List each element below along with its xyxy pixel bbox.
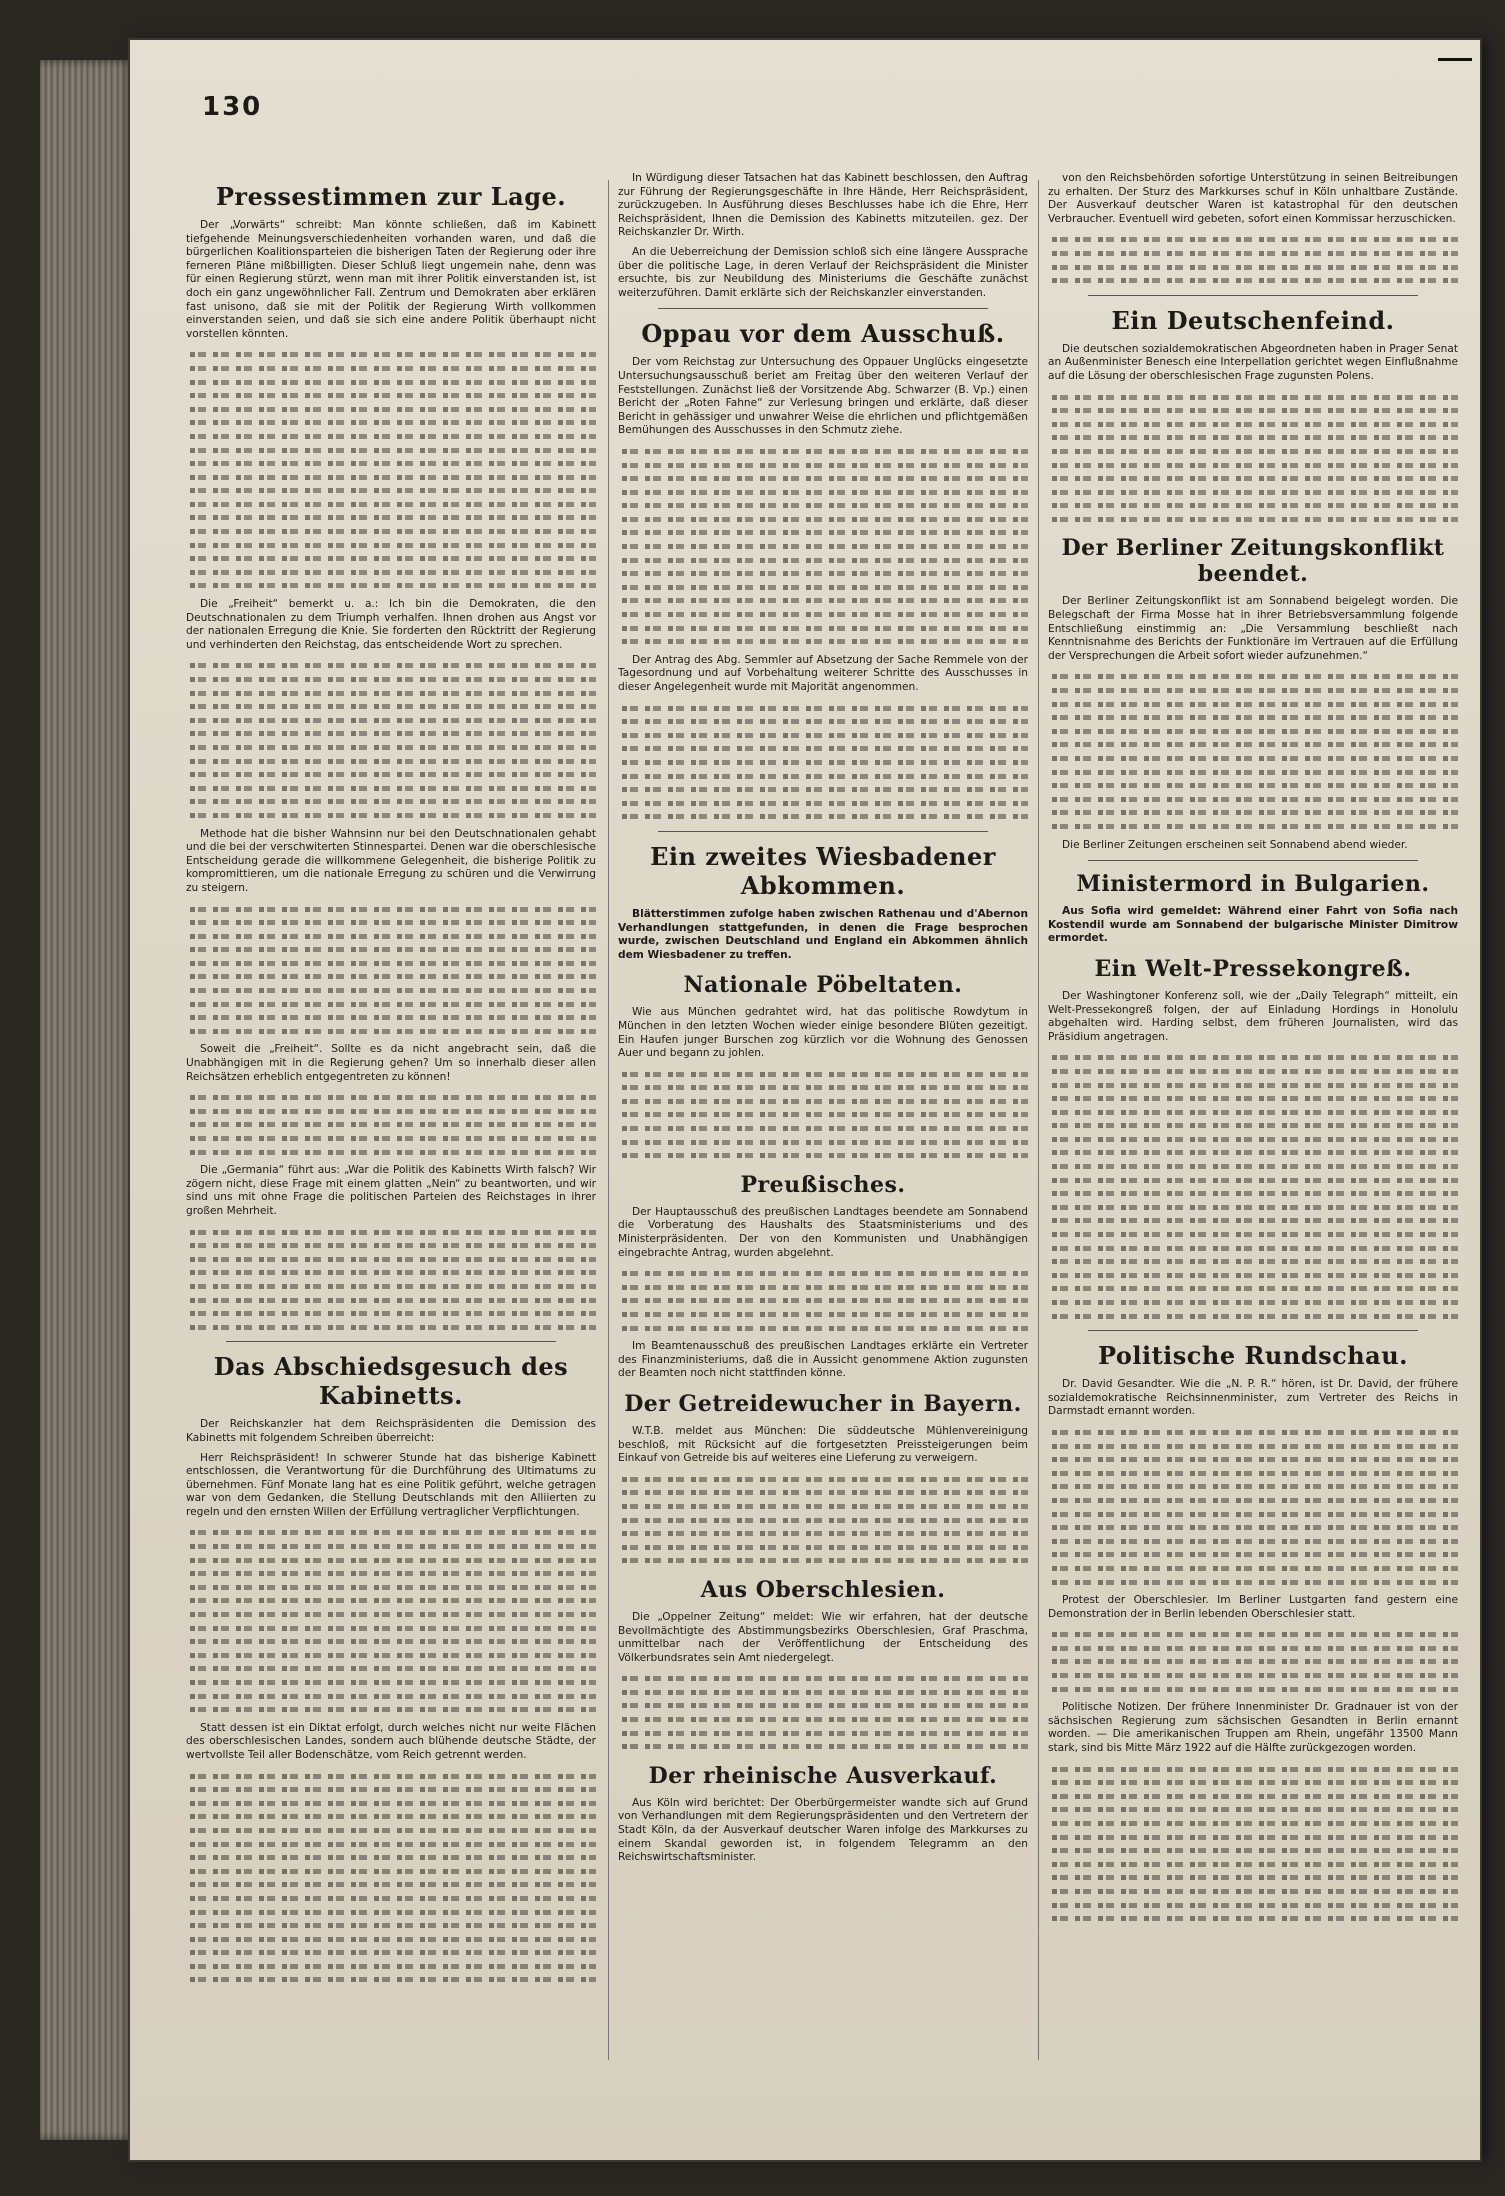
text-line [1048,417,1458,431]
text-line [186,902,596,916]
article-paragraph: Wie aus München gedrahtet wird, hat das politische Rowdytum in München in den letzten Wochen wieder einige besondere Blüten gezeitigt. Ein Haufen junger Burschen zog kürzlich vor die Wohnung des Genossen Auer und begann zu johlen. [618,1006,1028,1060]
text-block [618,1266,1028,1334]
text-line [618,796,1028,810]
article-paragraph: Die „Germania“ führt aus: „War die Politik des Kabinetts Wirth falsch? Wir zögern nicht, diese Frage mit einem glatten „Nein“ zu beantworten, und wir sind uns mit ohne Frage die politischen Parteien des Reichstages in ihrer großen Mehrheit. [186,1164,596,1217]
text-line [186,781,596,795]
text-block [186,902,596,1038]
text-line [618,1671,1028,1685]
column-3 [1048,172,1458,1931]
text-line [1048,1173,1458,1187]
text-line [186,1293,596,1307]
article-paragraph: Protest der Oberschlesier. Im Berliner Lustgarten fand gestern eine Demonstration der in Berlin lebenden Oberschlesier statt. [1048,1594,1458,1620]
text-line [186,929,596,943]
text-line [1048,1561,1458,1575]
text-block [186,1090,596,1158]
headline-ministermord: Ministermord in Bulgarien. [1076,871,1430,898]
text-line [1048,1575,1458,1589]
text-line [186,1593,596,1607]
text-line [186,754,596,768]
text-line [1048,737,1458,751]
text-block [1048,390,1458,526]
article-paragraph: von den Reichsbehörden sofortige Unterstützung in seinen Beitreibungen zu erhalten. Der Sturz des Markkurses schuf in Köln unhaltbare Zustände. Der Ausverkauf deutscher Waren ist katastrophal für den deutschen Verbraucher. Eventuell wird gebeten, sofort einen Kommissar herzuschicken. [1048,172,1458,225]
text-line [618,809,1028,823]
text-line [618,1485,1028,1499]
text-line [1048,1227,1458,1241]
text-line [186,1850,596,1864]
text-line [1048,1200,1458,1214]
article-paragraph: Politische Notizen. Der frühere Innenminister Dr. Gradnauer ist von der sächsischen Regierung zum sächsischen Gesandten in Berlin ernannt worden. — Die amerikanischen Truppen am Rhein, ungefähr 13500 Mann stark, sind bis Mitte März 1922 auf die Hälfte zurückgezogen worden. [1048,1701,1458,1755]
text-line [1048,1105,1458,1119]
text-block [186,658,596,821]
text-line [618,714,1028,728]
text-line [1048,485,1458,499]
text-line [1048,1654,1458,1668]
text-line [1048,273,1458,287]
headline-zeitungskonflikt: Der Berliner Zeitungskonflikt beendet. [1061,535,1445,588]
book-edge [40,60,135,2140]
text-line [186,969,596,983]
text-line [618,1513,1028,1527]
text-line [186,1566,596,1580]
text-line [1048,1898,1458,1912]
text-line [186,1877,596,1891]
text-block [618,1472,1028,1567]
text-line [1048,1668,1458,1682]
text-line [186,1809,596,1823]
text-line [186,740,596,754]
text-line [1048,765,1458,779]
article-paragraph: Blätterstimmen zufolge haben zwischen Rathenau und d'Abernon Verhandlungen stattgefunden, in denen die Frage besprochen wurde, zwischen Deutschland und England ein Abkommen ähnlich dem Wiesbadener zu treffen. [618,907,1028,961]
text-line [186,1905,596,1919]
text-line [618,1307,1028,1321]
text-line [618,607,1028,621]
text-line [1048,1425,1458,1439]
text-line [186,1010,596,1024]
newspaper-page [130,40,1480,2160]
text-line [618,1553,1028,1567]
headline-preussisches: Preußisches. [740,1171,906,1198]
article-paragraph: Der Washingtoner Konferenz soll, wie der „Daily Telegraph“ mitteilt, ein Welt-Pressekongreß folgen, der auf Einladung Hordings in Honolulu abgehalten wird. Harding selbst, dem früheren Journalisten, wird das Präsidium angetragen. [1048,989,1458,1043]
text-line [186,1689,596,1703]
text-block [618,701,1028,823]
text-line [1048,792,1458,806]
article-paragraph: Der Berliner Zeitungskonflikt ist am Sonnabend beigelegt worden. Die Belegschaft der Firma Mosse hat in ihrer Betriebsversammlung folgende Entschließung einstimmig an: „Die Versammlung beschließt nach Kenntnisnahme des Berichts der Funktionäre im Vertrauen auf die Erfüllung der Versprechungen die Arbeit sofort wieder aufzunehmen.“ [1048,595,1458,662]
text-block [1048,232,1458,286]
text-line [186,1104,596,1118]
text-block [186,1769,596,1987]
text-line [186,1932,596,1946]
text-line [1048,778,1458,792]
text-line [1048,390,1458,404]
article-paragraph: In Würdigung dieser Tatsachen hat das Kabinett beschlossen, den Auftrag zur Führung der Regierungsgeschäfte in Ihre Hände, Herr Reichspräsident, zurückzugeben. In Ausführung dieses Beschlusses habe ich die Ehre, Herr Reichspräsident, Ihnen die Demission des Kabinetts mitzuteilen. gez. Der Reichskanzler Dr. Wirth. [618,172,1028,239]
text-line [1048,683,1458,697]
text-line [1048,246,1458,260]
text-line [1048,1078,1458,1092]
text-line [186,1918,596,1932]
text-line [618,498,1028,512]
headline-rule [1088,295,1418,296]
text-line [186,1131,596,1145]
article-paragraph: Der Antrag des Abg. Semmler auf Absetzung der Sache Remmele von der Tagesordnung und auf Vorbehaltung weiterer Schritte des Ausschusses in dieser Angelegenheit wurde mit Majorität angenommen. [618,653,1028,693]
article-paragraph: Der „Vorwärts“ schreibt: Man könnte schließen, daß im Kabinett tiefgehende Meinungsverschiedenheiten vorhanden waren, und daß die bürgerlichen Koalitionsparteien die bisherigen Taten der Regierung oder ihre ferneren Pläne mißbilligten. Dieser Schluß liegt ungemein nahe, denn was für einen Regierung stürzt, wenn man mit ihrer Politik einverstanden ist, ist doch ein ganz ungewöhnlicher Fall. Zentrum und Demokraten aber erklären fast unisono, daß sie mit der Politik der Regierung Wirth vollkommen einverstanden seien, und daß sie sich eine andere Politik überhaupt nicht vorstellen könnten. [186,219,596,340]
text-line [186,1117,596,1131]
text-line [186,551,596,565]
text-line [1048,724,1458,738]
headline-oppau: Oppau vor dem Ausschuß. [641,319,1005,349]
article-paragraph: Die deutschen sozialdemokratischen Abgeordneten haben in Prager Senat an Außenminister Benesch eine Interpellation gerichtet wegen Einflußnahme auf die Lösung der oberschlesischen Frage zugunsten Polens. [1048,342,1458,382]
text-line [1048,1268,1458,1282]
text-line [186,699,596,713]
text-line [186,402,596,416]
text-line [1048,1789,1458,1803]
text-block [1048,1762,1458,1925]
text-line [618,621,1028,635]
text-line [618,1499,1028,1513]
text-line [186,1252,596,1266]
text-line [618,755,1028,769]
text-line [618,1094,1028,1108]
text-line [186,497,596,511]
text-line [186,686,596,700]
text-line [186,375,596,389]
text-line [186,443,596,457]
text-line [1048,1493,1458,1507]
text-line [618,1526,1028,1540]
text-block [1048,1050,1458,1322]
article-paragraph: Der vom Reichstag zur Untersuchung des Oppauer Unglücks eingesetzte Untersuchungsausschuß beriet am Freitag über den weiteren Verlauf der Feststellungen. Zunächst ließ der Vorsitzende Abg. Schwarzer (B. Vp.) einen Bericht der „Roten Fahne“ zur Verlesung bringen und erklärte, daß dieser Bericht in gehässiger und unwahrer Weise die ehrlichen und pflichtgemäßen Bemühungen des Ausschusses in den Schmutz ziehe. [618,356,1028,437]
article-paragraph: Der Reichskanzler hat dem Reichspräsidenten die Demission des Kabinetts mit folgendem Schreiben überreicht: [186,1418,596,1444]
corner-mark [1438,46,1472,61]
text-line [1048,1830,1458,1844]
text-line [186,1782,596,1796]
text-line [618,1685,1028,1699]
text-line [1048,1145,1458,1159]
text-line [1048,1091,1458,1105]
article-paragraph: Herr Reichspräsident! In schwerer Stunde hat das bisherige Kabinett entschlossen, die Verantwortung für die Durchführung des Ultimatums zu übernehmen. Fünf Monate lang hat es eine Politik geführt, welche getragen war von dem Gedanken, die Stellung Deutschlands mit den Alliierten zu regeln und den ernsten Willen der Erfüllung vertraglicher Verpflichtungen. [186,1451,596,1518]
text-line [186,658,596,672]
text-line [1048,1843,1458,1857]
text-line [186,1621,596,1635]
text-line [618,1540,1028,1554]
text-line [1048,444,1458,458]
text-line [1048,669,1458,683]
text-line [1048,805,1458,819]
text-line [186,1539,596,1553]
text-line [186,915,596,929]
text-line [1048,1520,1458,1534]
column-2 [618,172,1028,1871]
text-line [618,1067,1028,1081]
text-line [186,578,596,592]
text-line [618,580,1028,594]
text-line [186,794,596,808]
text-line [186,1891,596,1905]
text-line [1048,1132,1458,1146]
headline-rule [1088,1330,1418,1331]
text-line [1048,1159,1458,1173]
headline-rule [658,308,988,309]
text-line [1048,1452,1458,1466]
text-line [186,1972,596,1986]
text-line [618,458,1028,472]
text-line [186,1634,596,1648]
text-line [618,769,1028,783]
text-block [618,1067,1028,1162]
text-line [186,1702,596,1716]
headline-pressestimmen: Pressestimmen zur Lage. [215,182,567,211]
text-line [186,483,596,497]
text-line [1048,430,1458,444]
headline-wiesbadener: Ein zweites Wiesbadener Abkommen. [650,841,996,900]
text-line [186,1024,596,1038]
text-line [1048,1309,1458,1323]
text-line [186,1661,596,1675]
text-line [186,565,596,579]
text-line [618,525,1028,539]
text-line [186,767,596,781]
text-line [186,1580,596,1594]
text-line [186,956,596,970]
page-number: 130 [202,92,263,122]
text-line [1048,458,1458,472]
text-line [1048,1064,1458,1078]
text-line [618,1472,1028,1486]
text-line [1048,1682,1458,1696]
text-line [1048,471,1458,485]
text-line [186,1320,596,1334]
text-line [186,1306,596,1320]
text-line [1048,260,1458,274]
text-line [186,726,596,740]
text-line [186,470,596,484]
text-line [1048,710,1458,724]
text-line [1048,1534,1458,1548]
text-line [1048,1547,1458,1561]
text-line [186,1769,596,1783]
text-line [1048,1466,1458,1480]
text-line [186,672,596,686]
headline-rule [226,1341,556,1342]
text-line [618,1266,1028,1280]
text-line [186,1279,596,1293]
text-line [186,1265,596,1279]
text-line [1048,1241,1458,1255]
text-line [186,1823,596,1837]
text-line [186,1238,596,1252]
text-line [618,728,1028,742]
text-line [1048,1857,1458,1871]
text-line [186,1553,596,1567]
text-line [186,1675,596,1689]
text-line [1048,498,1458,512]
text-line [1048,1213,1458,1227]
text-line [186,415,596,429]
text-line [1048,1118,1458,1132]
text-line [186,347,596,361]
headline-oberschlesien: Aus Oberschlesien. [700,1576,946,1603]
text-block [186,347,596,592]
text-line [618,782,1028,796]
text-line [1048,512,1458,526]
text-line [186,1145,596,1159]
article-paragraph: Der Hauptausschuß des preußischen Landtages beendete am Sonnabend die Vorberatung des Haushalts des Staatsministeriums und des Ministerpräsidenten. Der von den Kommunisten und Unabhängigen eingebrachte Antrag, wurden abgelehnt. [618,1205,1028,1259]
text-line [186,1959,596,1973]
text-line [618,1698,1028,1712]
text-line [1048,819,1458,833]
text-line [1048,1911,1458,1925]
text-line [618,1080,1028,1094]
text-line [186,538,596,552]
article-paragraph: W.T.B. meldet aus München: Die süddeutsche Mühlenvereinigung beschloß, mit Rücksicht auf die fortgesetzten Preissteigerungen beim Einkauf von Getreide bis auf weiteres eine Lieferung zu verweigern. [618,1424,1028,1465]
text-line [1048,751,1458,765]
column-rule [608,180,609,2060]
text-line [186,713,596,727]
text-line [186,983,596,997]
text-line [1048,1281,1458,1295]
headline-abschiedsgesuch: Das Abschiedsgesuch des Kabinetts. [213,1352,569,1411]
article-paragraph: Methode hat die bisher Wahnsinn nur bei den Deutschnationalen gehabt und die bei der verschwiterten Stinnespartei. Denen war die oberschlesische Entscheidung gerade die willkommene Gelegenheit, die bisherige Politik zu kompromittieren, um die nationale Erregung zu schüren und die Verwirrung zu steigern. [186,827,596,894]
text-line [618,485,1028,499]
text-line [1048,1439,1458,1453]
text-line [618,1107,1028,1121]
text-block [1048,1627,1458,1695]
text-line [618,1293,1028,1307]
text-line [186,1837,596,1851]
text-line [1048,1816,1458,1830]
text-block [186,1525,596,1715]
text-line [618,553,1028,567]
text-line [1048,1641,1458,1655]
text-line [1048,1295,1458,1309]
text-line [618,1726,1028,1740]
text-line [1048,1762,1458,1776]
text-line [1048,1884,1458,1898]
headline-poebeltaten: Nationale Pöbeltaten. [683,972,963,999]
article-paragraph: Die „Oppelner Zeitung“ meldet: Wie wir erfahren, hat der deutsche Bevollmächtigte des Abstimmungsbezirks Oberschlesien, Graf Praschma, unmittelbar nach der Veröffentlichung der Entscheidung des Völkerbundsrates sein Amt niedergelegt. [618,1610,1028,1664]
text-line [1048,1254,1458,1268]
text-line [186,1945,596,1959]
text-line [186,942,596,956]
article-paragraph: Dr. David Gesandter. Wie die „N. P. R.“ hören, ist Dr. David, der frühere sozialdemokratische Reichsinnenminister, zum Vertreter des Reichs in Darmstadt ernannt worden. [1048,1378,1458,1418]
column-rule [1038,180,1039,2060]
text-line [186,1607,596,1621]
text-line [186,1225,596,1239]
text-line [1048,1479,1458,1493]
text-line [618,741,1028,755]
text-line [618,1121,1028,1135]
text-line [618,1280,1028,1294]
text-line [186,510,596,524]
text-line [186,1525,596,1539]
text-line [618,512,1028,526]
text-block [618,1671,1028,1753]
text-line [186,429,596,443]
text-line [1048,403,1458,417]
article-paragraph: Die Berliner Zeitungen erscheinen seit Sonnabend abend wieder. [1062,838,1408,851]
article-paragraph: Die „Freiheit“ bemerkt u. a.: Ich bin die Demokraten, die den Deutschnationalen zu dem Triumph verhalfen. Ihnen drohen aus Angst vor der nationalen Erregung die Knie. Sie forderten den Rücktritt der Regierung und verhinderten den Reichstag, das entscheidende Wort zu sprechen. [186,598,596,651]
text-line [618,539,1028,553]
text-line [618,1135,1028,1149]
text-line [1048,1050,1458,1064]
text-line [618,593,1028,607]
text-line [618,1148,1028,1162]
text-line [186,808,596,822]
text-block [1048,1425,1458,1588]
text-line [186,524,596,538]
text-line [618,566,1028,580]
headline-welt-pressekongress: Ein Welt-Pressekongreß. [1094,955,1412,982]
article-paragraph: Statt dessen ist ein Diktat erfolgt, durch welches nicht nur weite Flächen des oberschlesischen Landes, sondern auch blühende deutsche Städte, der wertvollste Teil aller Bodenschätze, vom Reich getrennt werden. [186,1721,596,1761]
text-line [618,1321,1028,1335]
headline-deutschenfeind: Ein Deutschenfeind. [1111,305,1395,335]
headline-rule [1088,860,1418,861]
text-line [618,444,1028,458]
text-line [1048,1186,1458,1200]
text-line [1048,697,1458,711]
text-line [186,361,596,375]
text-line [618,471,1028,485]
article-paragraph: Soweit die „Freiheit“. Sollte es da nicht angebracht sein, daß die Unabhängigen mit in die Regierung gehen? Um so innerhalb dieser allen Reichsätzen erheblich entgegentreten zu können! [186,1043,596,1083]
article-paragraph: Aus Sofia wird gemeldet: Während einer Fahrt von Sofia nach Kostendil wurde am Sonnabend der bulgarische Minister Dimitrow ermordet. [1048,905,1458,945]
text-line [618,1712,1028,1726]
article-paragraph: Im Beamtenausschuß des preußischen Landtages erklärte ein Vertreter des Finanzministeriums, daß die in Aussicht genommene Aktion zugunsten der Beamten noch nicht stattfinden könne. [618,1340,1028,1380]
text-line [186,1648,596,1662]
text-line [1048,1627,1458,1641]
text-line [618,701,1028,715]
text-line [1048,1802,1458,1816]
text-line [186,1796,596,1810]
text-line [186,456,596,470]
text-block [186,1225,596,1334]
headline-ausverkauf: Der rheinische Ausverkauf. [648,1762,998,1789]
headline-rule [658,831,988,832]
text-block [618,444,1028,648]
text-line [186,997,596,1011]
article-paragraph: Aus Köln wird berichtet: Der Oberbürgermeister wandte sich auf Grund von Verhandlungen mit dem Regierungspräsidenten und den Vertretern der Stadt Köln, da der Ausverkauf deutscher Waren infolge des Markkurses zu einem Skandal geworden ist, in folgendem Telegramm an den Reichswirtschaftsminister. [618,1796,1028,1864]
text-line [618,634,1028,648]
text-line [1048,232,1458,246]
headline-getreidewucher: Der Getreidewucher in Bayern. [624,1390,1022,1417]
article-paragraph: An die Ueberreichung der Demission schloß sich eine längere Aussprache über die politische Lage, in deren Verlauf der Reichspräsident die Minister ersuchte, bis zur Neubildung des Ministeriums die Geschäfte zunächst weiterzuführen. Damit erklärte sich der Reichskanzler einverstanden. [618,245,1028,299]
text-line [1048,1775,1458,1789]
text-line [186,388,596,402]
headline-politische-rundschau: Politische Rundschau. [1097,1341,1409,1371]
text-line [618,1739,1028,1753]
text-line [186,1864,596,1878]
text-line [186,1090,596,1104]
text-block [1048,669,1458,832]
text-line [1048,1870,1458,1884]
column-1 [186,172,596,1992]
text-line [1048,1507,1458,1521]
